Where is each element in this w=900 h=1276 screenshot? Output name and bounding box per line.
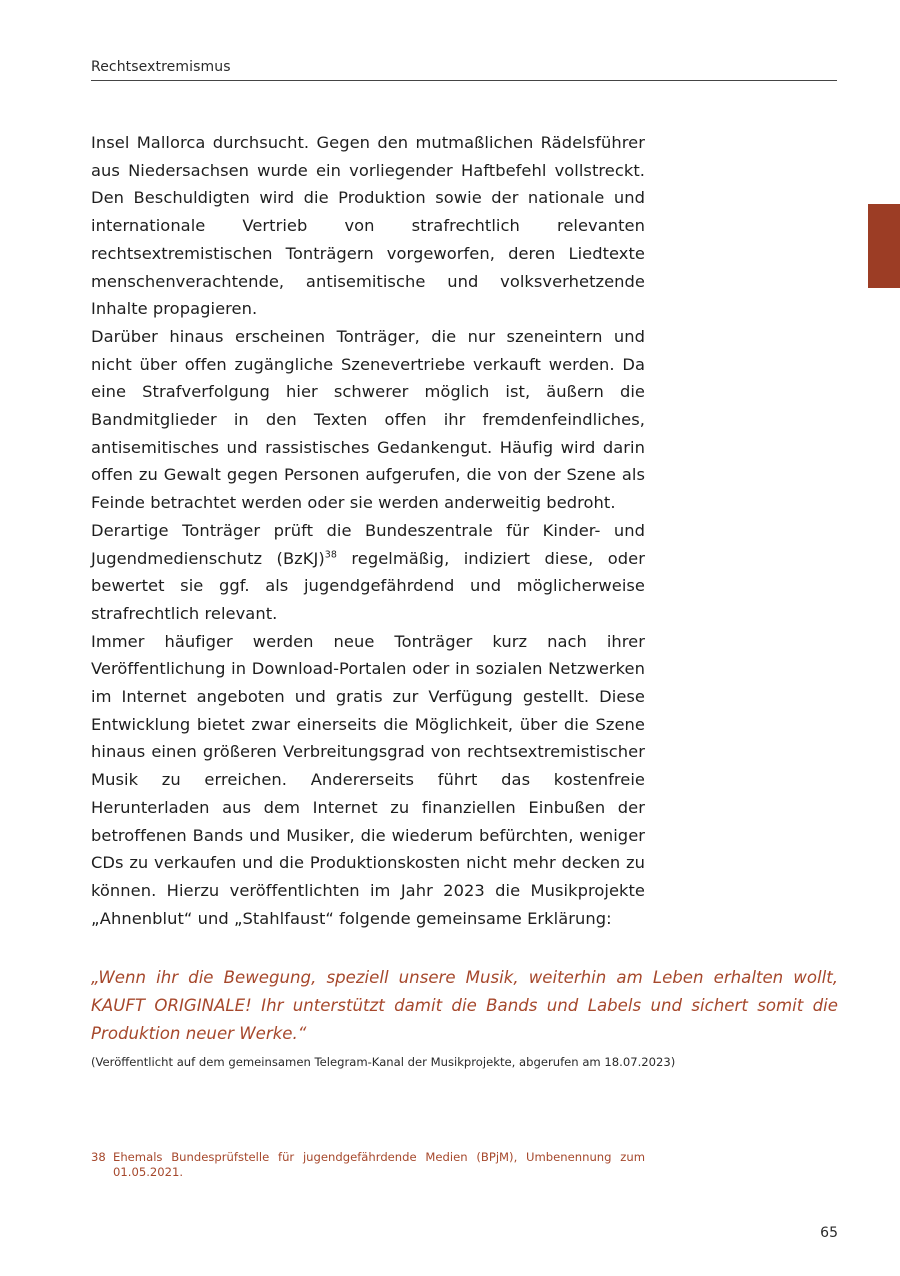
- paragraph-3-end: regelmäßig, indiziert diese, oder bewertet sie ggf. als jugendgefährdend und möglicherweise strafrechtlich relevant.: [91, 548, 645, 623]
- running-header-title: Rechtsextremismus: [91, 59, 231, 75]
- body-text: [91, 129, 645, 932]
- quote-block: „Wenn ihr die Bewegung, speziell unsere Musik, weiterhin am Leben erhalten wollt, KAUFT ORIGINALE! Ihr unterstützt damit die Bands und Labels und sichert somit die Produktion neuer Werke.“: [91, 968, 838, 1043]
- footnote-reference: 38: [324, 549, 337, 561]
- paragraph-4: Immer häufiger werden neue Tonträger kurz nach ihrer Veröffentlichung in Download-Portalen oder in sozialen Netzwerken im Internet angeboten und gratis zur Verfügung gestellt. Diese Entwicklung bietet zwar einerseits die Möglichkeit, über die Szene hinaus einen größeren Verbreitungsgrad von rechtsextremistischer Musik zu erreichen. Andererseits führt das kostenfreie Herunterladen aus dem Internet zu finanziellen Einbußen der betroffenen Bands und Musiker, die wiederum befürchten, weniger CDs zu verkaufen und die Produktionskosten nicht mehr decken zu können. Hierzu veröffentlichten im Jahr 2023 die Musikprojekte „Ahnenblut“ und „Stahlfaust“ folgende gemeinsame Erklärung:: [91, 631, 645, 928]
- paragraph-2: Darüber hinaus erscheinen Tonträger, die nur szeneintern und nicht über offen zugängliche Szenevertriebe verkauft werden. Da eine Strafverfolgung hier schwerer möglich ist, äußern die Bandmitglieder in den Texten offen ihr fremdenfeindliches, antisemitisches und rassistisches Gedankengut. Häufig wird darin offen zu Gewalt gegen Personen aufgerufen, die von der Szene als Feinde betrachtet werden oder sie werden anderweitig bedroht.: [91, 326, 645, 513]
- paragraph-3-start: Derartige Tonträger prüft die Bundeszentrale für Kinder- und Jugendmedienschutz (BzKJ): [91, 520, 645, 568]
- paragraph-1: Insel Mallorca durchsucht. Gegen den mutmaßlichen Rädelsführer aus Niedersachsen wurde ein vorliegender Haftbefehl vollstreckt. Den Beschuldigten wird die Produktion sowie der nationale und internationale Vertrieb von strafrechtlich relevanten rechtsextremistischen Tonträgern vorgeworfen, deren Liedtexte menschenverachtende, antisemitische und volksverhetzende Inhalte propagieren.: [91, 133, 645, 319]
- page-number: 65: [820, 1225, 838, 1241]
- paragraph-3: [91, 517, 645, 628]
- footnote-text: Ehemals Bundesprüfstelle für jugendgefährdende Medien (BPjM), Umbenennung zum 01.05.2021.: [113, 1150, 645, 1179]
- quote-source: (Veröffentlicht auf dem gemeinsamen Telegram-Kanal der Musikprojekte, abgerufen am 18.07.2023): [91, 1055, 676, 1069]
- footnote-number: 38: [91, 1150, 106, 1164]
- page-header: [91, 58, 837, 81]
- chapter-marker-tab: [868, 204, 900, 288]
- footnote: [91, 1150, 645, 1180]
